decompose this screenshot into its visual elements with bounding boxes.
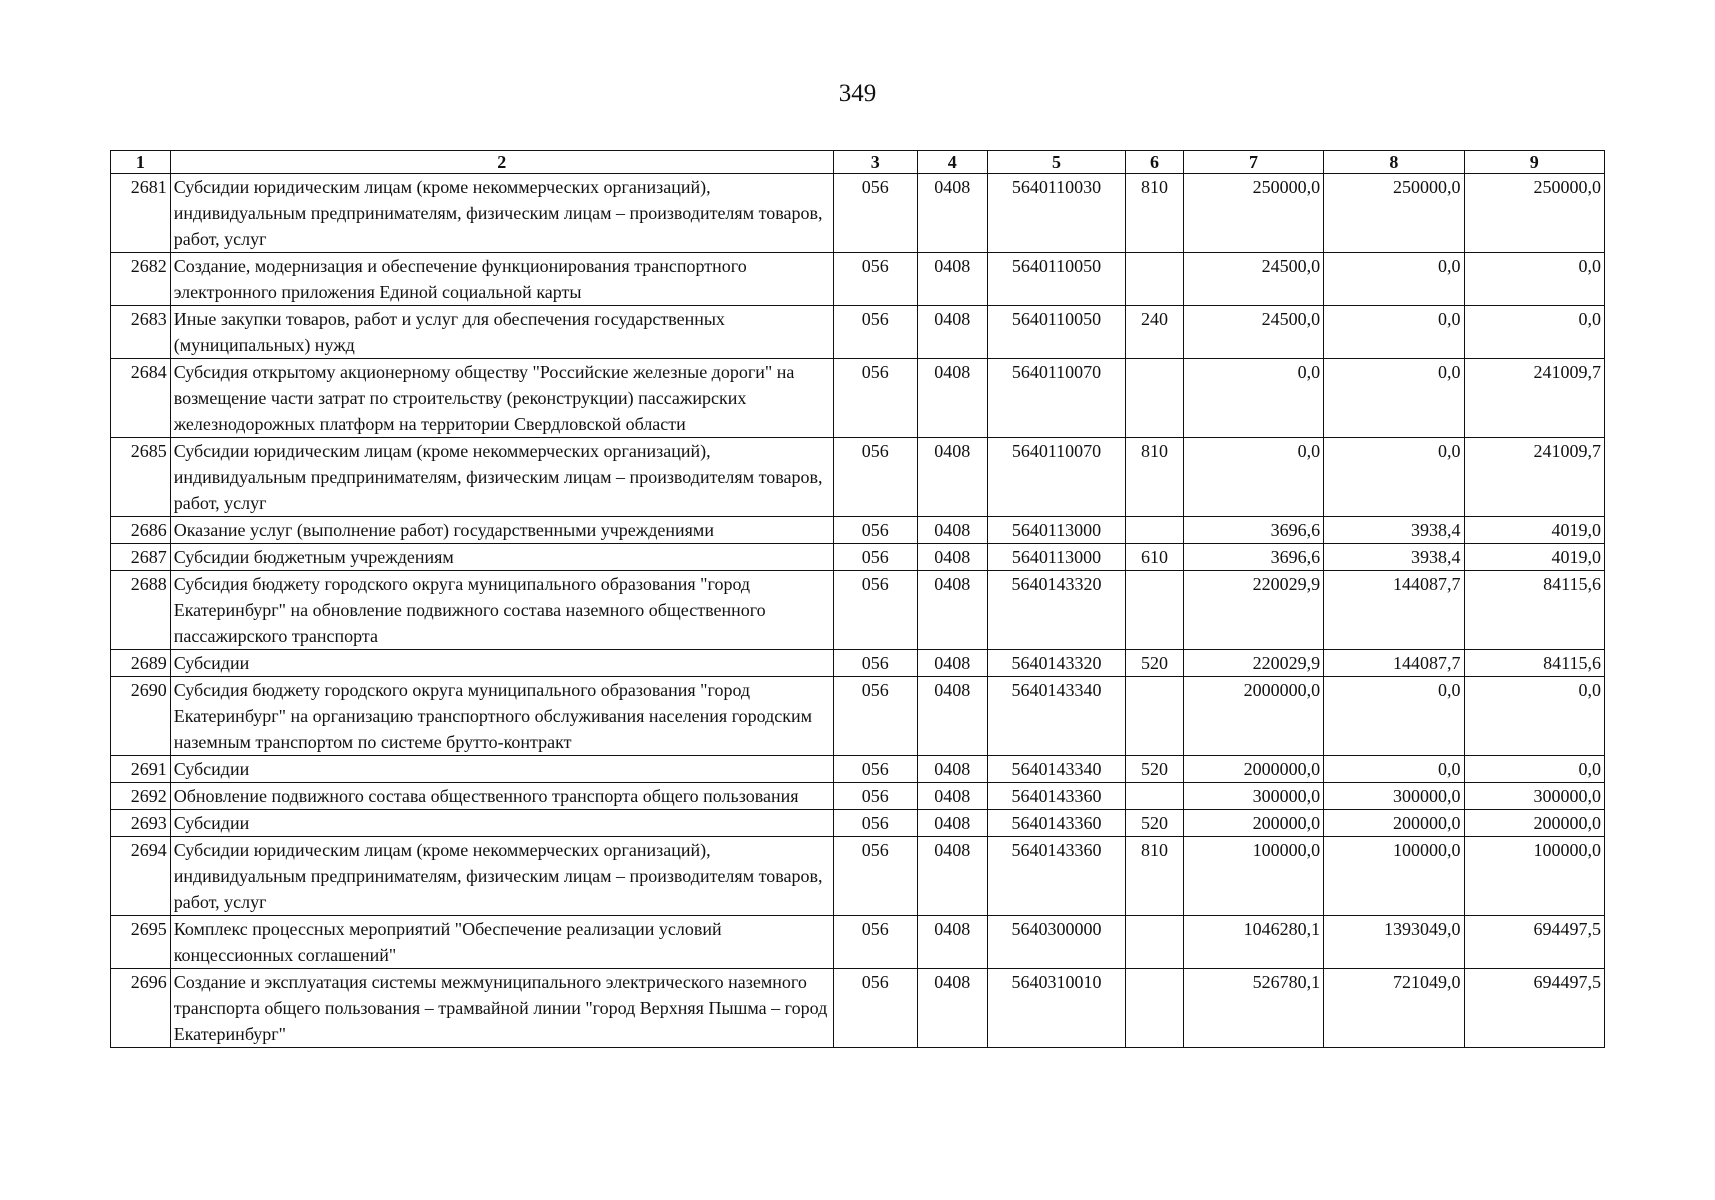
row-number: 2690 (111, 677, 171, 756)
target-article-code: 5640110070 (987, 359, 1125, 438)
table-header-row (111, 151, 1605, 174)
section-code: 0408 (917, 438, 987, 517)
amount-column-9: 241009,7 (1464, 438, 1604, 517)
amount-column-9: 0,0 (1464, 677, 1604, 756)
amount-column-7: 300000,0 (1183, 783, 1323, 810)
expense-type-code (1126, 916, 1184, 969)
department-code: 056 (833, 517, 917, 544)
expense-type-code (1126, 571, 1184, 650)
row-number: 2694 (111, 837, 171, 916)
department-code: 056 (833, 837, 917, 916)
row-description: Субсидии юридическим лицам (кроме некоммерческих организаций), индивидуальным предпринимателям, физическим лицам – производителям товаров, работ, услуг (170, 438, 833, 517)
amount-column-7: 3696,6 (1183, 517, 1323, 544)
table-row (111, 517, 1605, 544)
target-article-code: 5640300000 (987, 916, 1125, 969)
section-code: 0408 (917, 810, 987, 837)
table-row (111, 969, 1605, 1048)
row-description: Обновление подвижного состава общественного транспорта общего пользования (170, 783, 833, 810)
amount-column-9: 4019,0 (1464, 544, 1604, 571)
row-description: Субсидии (170, 650, 833, 677)
expense-type-code: 520 (1126, 756, 1184, 783)
amount-column-9: 100000,0 (1464, 837, 1604, 916)
expense-type-code: 240 (1126, 306, 1184, 359)
section-code: 0408 (917, 306, 987, 359)
amount-column-9: 250000,0 (1464, 174, 1604, 253)
row-description: Субсидии (170, 810, 833, 837)
row-description: Субсидия бюджету городского округа муниципального образования "город Екатеринбург" на организацию транспортного обслуживания населения городским наземным транспортом по системе брутто-контракт (170, 677, 833, 756)
budget-table (110, 150, 1605, 1048)
target-article-code: 5640143320 (987, 650, 1125, 677)
department-code: 056 (833, 359, 917, 438)
target-article-code: 5640143360 (987, 810, 1125, 837)
expense-type-code (1126, 253, 1184, 306)
section-code: 0408 (917, 517, 987, 544)
amount-column-8: 300000,0 (1324, 783, 1464, 810)
amount-column-8: 0,0 (1324, 438, 1464, 517)
amount-column-7: 3696,6 (1183, 544, 1323, 571)
amount-column-8: 144087,7 (1324, 650, 1464, 677)
amount-column-9: 694497,5 (1464, 969, 1604, 1048)
amount-column-9: 200000,0 (1464, 810, 1604, 837)
department-code: 056 (833, 969, 917, 1048)
section-code: 0408 (917, 837, 987, 916)
amount-column-8: 0,0 (1324, 306, 1464, 359)
target-article-code: 5640310010 (987, 969, 1125, 1048)
section-code: 0408 (917, 916, 987, 969)
section-code: 0408 (917, 650, 987, 677)
target-article-code: 5640110050 (987, 306, 1125, 359)
amount-column-9: 694497,5 (1464, 916, 1604, 969)
row-description: Субсидия открытому акционерному обществу "Российские железные дороги" на возмещение части затрат по строительству (реконструкции) пассажирских железнодорожных платформ на территории Свердловской области (170, 359, 833, 438)
department-code: 056 (833, 756, 917, 783)
row-number: 2686 (111, 517, 171, 544)
amount-column-9: 241009,7 (1464, 359, 1604, 438)
amount-column-9: 84115,6 (1464, 650, 1604, 677)
amount-column-8: 144087,7 (1324, 571, 1464, 650)
page-number: 349 (838, 80, 877, 107)
amount-column-7: 200000,0 (1183, 810, 1323, 837)
target-article-code: 5640143360 (987, 783, 1125, 810)
department-code: 056 (833, 650, 917, 677)
expense-type-code (1126, 517, 1184, 544)
amount-column-8: 721049,0 (1324, 969, 1464, 1048)
amount-column-7: 1046280,1 (1183, 916, 1323, 969)
amount-column-9: 4019,0 (1464, 517, 1604, 544)
amount-column-7: 0,0 (1183, 438, 1323, 517)
amount-column-7: 24500,0 (1183, 253, 1323, 306)
row-number: 2688 (111, 571, 171, 650)
column-header: 8 (1324, 151, 1464, 174)
table-row (111, 306, 1605, 359)
department-code: 056 (833, 544, 917, 571)
row-description: Оказание услуг (выполнение работ) государственными учреждениями (170, 517, 833, 544)
section-code: 0408 (917, 756, 987, 783)
amount-column-9: 84115,6 (1464, 571, 1604, 650)
row-number: 2692 (111, 783, 171, 810)
section-code: 0408 (917, 571, 987, 650)
amount-column-8: 3938,4 (1324, 517, 1464, 544)
table-row (111, 916, 1605, 969)
column-header: 6 (1126, 151, 1184, 174)
amount-column-9: 0,0 (1464, 306, 1604, 359)
amount-column-8: 0,0 (1324, 756, 1464, 783)
column-header: 3 (833, 151, 917, 174)
amount-column-8: 0,0 (1324, 253, 1464, 306)
expense-type-code (1126, 783, 1184, 810)
expense-type-code: 520 (1126, 810, 1184, 837)
target-article-code: 5640143340 (987, 756, 1125, 783)
table-row (111, 756, 1605, 783)
amount-column-8: 1393049,0 (1324, 916, 1464, 969)
row-number: 2689 (111, 650, 171, 677)
department-code: 056 (833, 174, 917, 253)
department-code: 056 (833, 438, 917, 517)
row-description: Субсидии бюджетным учреждениям (170, 544, 833, 571)
target-article-code: 5640143360 (987, 837, 1125, 916)
amount-column-7: 24500,0 (1183, 306, 1323, 359)
amount-column-7: 220029,9 (1183, 650, 1323, 677)
amount-column-9: 300000,0 (1464, 783, 1604, 810)
table-row (111, 438, 1605, 517)
row-number: 2687 (111, 544, 171, 571)
section-code: 0408 (917, 544, 987, 571)
row-number: 2681 (111, 174, 171, 253)
table-row (111, 677, 1605, 756)
amount-column-8: 0,0 (1324, 359, 1464, 438)
table-body (111, 174, 1605, 1048)
row-number: 2693 (111, 810, 171, 837)
target-article-code: 5640143340 (987, 677, 1125, 756)
amount-column-8: 3938,4 (1324, 544, 1464, 571)
column-header: 7 (1183, 151, 1323, 174)
department-code: 056 (833, 253, 917, 306)
amount-column-7: 2000000,0 (1183, 677, 1323, 756)
section-code: 0408 (917, 174, 987, 253)
table-row (111, 837, 1605, 916)
table-row (111, 253, 1605, 306)
row-number: 2685 (111, 438, 171, 517)
amount-column-7: 220029,9 (1183, 571, 1323, 650)
amount-column-7: 100000,0 (1183, 837, 1323, 916)
department-code: 056 (833, 783, 917, 810)
row-description: Иные закупки товаров, работ и услуг для обеспечения государственных (муниципальных) нужд (170, 306, 833, 359)
amount-column-8: 100000,0 (1324, 837, 1464, 916)
department-code: 056 (833, 571, 917, 650)
target-article-code: 5640143320 (987, 571, 1125, 650)
expense-type-code: 610 (1126, 544, 1184, 571)
expense-type-code (1126, 969, 1184, 1048)
department-code: 056 (833, 916, 917, 969)
column-header: 9 (1464, 151, 1604, 174)
section-code: 0408 (917, 359, 987, 438)
row-number: 2695 (111, 916, 171, 969)
row-number: 2684 (111, 359, 171, 438)
section-code: 0408 (917, 783, 987, 810)
column-header: 1 (111, 151, 171, 174)
table-row (111, 571, 1605, 650)
expense-type-code (1126, 359, 1184, 438)
row-description: Комплекс процессных мероприятий "Обеспечение реализации условий концессионных соглашений" (170, 916, 833, 969)
section-code: 0408 (917, 969, 987, 1048)
amount-column-7: 0,0 (1183, 359, 1323, 438)
amount-column-8: 250000,0 (1324, 174, 1464, 253)
table-row (111, 174, 1605, 253)
row-description: Субсидия бюджету городского округа муниципального образования "город Екатеринбург" на обновление подвижного состава наземного общественного пассажирского транспорта (170, 571, 833, 650)
expense-type-code: 810 (1126, 837, 1184, 916)
amount-column-9: 0,0 (1464, 756, 1604, 783)
amount-column-7: 526780,1 (1183, 969, 1323, 1048)
table-row (111, 810, 1605, 837)
row-description: Субсидии юридическим лицам (кроме некоммерческих организаций), индивидуальным предпринимателям, физическим лицам – производителям товаров, работ, услуг (170, 837, 833, 916)
expense-type-code: 810 (1126, 438, 1184, 517)
row-description: Субсидии (170, 756, 833, 783)
target-article-code: 5640110070 (987, 438, 1125, 517)
table-row (111, 650, 1605, 677)
target-article-code: 5640110050 (987, 253, 1125, 306)
table-row (111, 544, 1605, 571)
amount-column-8: 200000,0 (1324, 810, 1464, 837)
expense-type-code: 810 (1126, 174, 1184, 253)
expense-type-code: 520 (1126, 650, 1184, 677)
target-article-code: 5640113000 (987, 517, 1125, 544)
column-header: 4 (917, 151, 987, 174)
amount-column-8: 0,0 (1324, 677, 1464, 756)
row-description: Создание и эксплуатация системы межмуниципального электрического наземного транспорта общего пользования – трамвайной линии "город Верхняя Пышма – город Екатеринбург" (170, 969, 833, 1048)
row-number: 2691 (111, 756, 171, 783)
department-code: 056 (833, 810, 917, 837)
row-number: 2682 (111, 253, 171, 306)
section-code: 0408 (917, 253, 987, 306)
table-row (111, 783, 1605, 810)
row-number: 2683 (111, 306, 171, 359)
expense-type-code (1126, 677, 1184, 756)
column-header: 5 (987, 151, 1125, 174)
amount-column-7: 2000000,0 (1183, 756, 1323, 783)
department-code: 056 (833, 677, 917, 756)
department-code: 056 (833, 306, 917, 359)
target-article-code: 5640110030 (987, 174, 1125, 253)
section-code: 0408 (917, 677, 987, 756)
row-description: Субсидии юридическим лицам (кроме некоммерческих организаций), индивидуальным предпринимателям, физическим лицам – производителям товаров, работ, услуг (170, 174, 833, 253)
amount-column-9: 0,0 (1464, 253, 1604, 306)
table-row (111, 359, 1605, 438)
row-number: 2696 (111, 969, 171, 1048)
amount-column-7: 250000,0 (1183, 174, 1323, 253)
row-description: Создание, модернизация и обеспечение функционирования транспортного электронного приложения Единой социальной карты (170, 253, 833, 306)
target-article-code: 5640113000 (987, 544, 1125, 571)
column-header: 2 (170, 151, 833, 174)
